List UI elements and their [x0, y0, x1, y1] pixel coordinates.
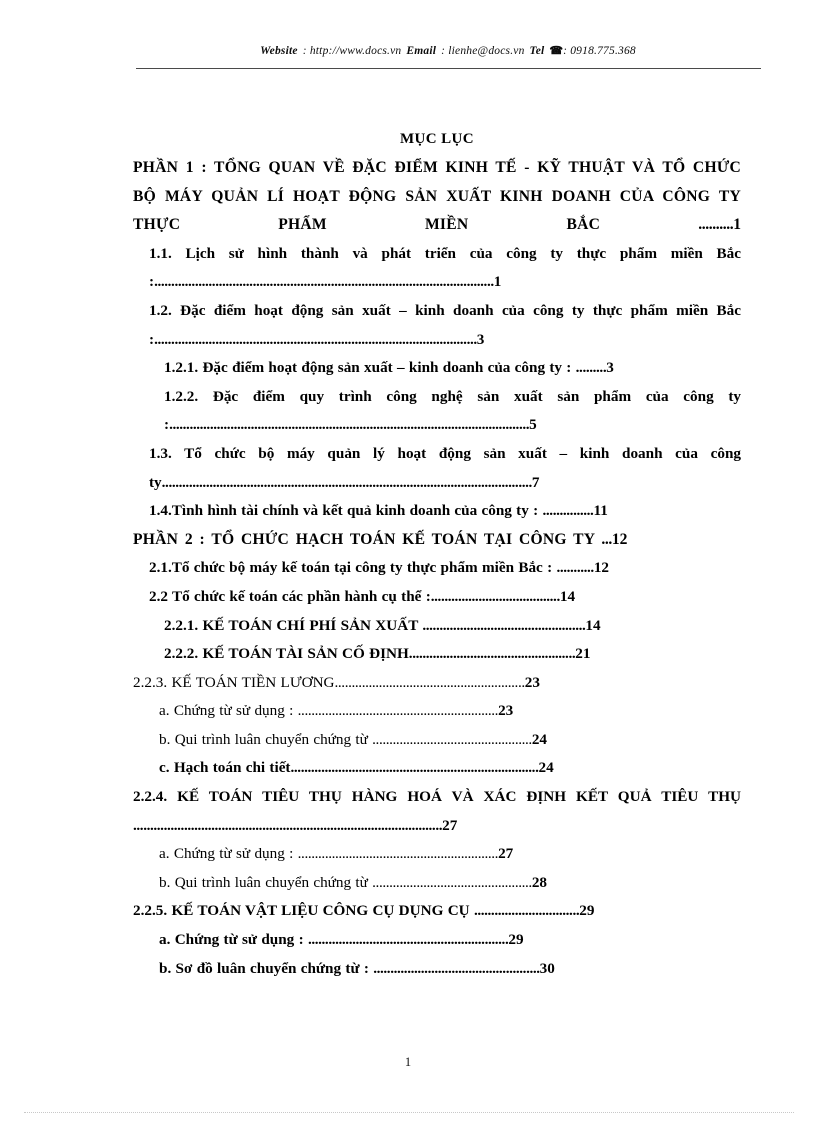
header-website-value: : http://www.docs.vn [302, 45, 402, 57]
toc-entry-2-2-3-a[interactable]: a. Chứng từ sử dụng : ...........................................................23 [159, 702, 514, 720]
toc-entry-1-2-1[interactable]: 1.2.1. Đặc điểm hoạt động sản xuất – kinh doanh của công ty : .........3 [164, 359, 614, 377]
toc-entry-2-2-5-b[interactable]: b. Sơ đồ luân chuyển chứng từ : .................................................30 [159, 959, 555, 977]
toc-entry-2-2-5-a[interactable]: a. Chứng từ sử dụng : ...........................................................29 [159, 931, 524, 949]
toc-entry-part-1[interactable]: PHẦN 1 : TỔNG QUAN VỀ ĐẶC ĐIỂM KINH TẾ - KỸ THUẬT VÀ TỔ CHỨC BỘ MÁY QUẢN LÍ HOẠT ĐỘNG SẢN XUẤT KINH DOANH CỦA CÔNG TY THỰC PHẨM MIỀN BẮC ..........1 [133, 159, 741, 234]
toc-entry-1-1[interactable]: 1.1. Lịch sử hình thành và phát triển của công ty thực phẩm miền Bắc :....................................................................................................1 [149, 244, 741, 291]
toc-entry-2-2-3-c[interactable]: c. Hạch toán chi tiết.........................................................................24 [159, 759, 554, 777]
header-tel-label: Tel [529, 45, 545, 57]
toc-entry-2-1[interactable]: 2.1.Tổ chức bộ máy kế toán tại công ty thực phẩm miền Bắc : ...........12 [149, 559, 609, 577]
toc-entry-2-2-1[interactable]: 2.2.1. KẾ TOÁN CHÍ PHÍ SẢN XUẤT ................................................14 [164, 616, 601, 634]
header-website-label: Website [260, 45, 298, 57]
toc-entry-2-2-3[interactable]: 2.2.3. KẾ TOÁN TIỀN LƯƠNG........................................................23 [133, 673, 540, 691]
toc-entry-2-2-5[interactable]: 2.2.5. KẾ TOÁN VẬT LIỆU CÔNG CỤ DỤNG CỤ ...............................29 [133, 902, 595, 920]
header-tel-value: : 0918.775.368 [563, 45, 636, 57]
table-of-contents [133, 126, 741, 983]
toc-entry-1-2[interactable]: 1.2. Đặc điểm hoạt động sản xuất – kinh doanh của công ty thực phẩm miền Bắc :...............................................................................................3 [149, 301, 741, 348]
toc-entry-1-3[interactable]: 1.3. Tổ chức bộ máy quản lý hoạt động sản xuất – kinh doanh của công ty.............................................................................................................7 [149, 444, 741, 491]
toc-entry-part-2[interactable]: PHẦN 2 : TỔ CHỨC HẠCH TOÁN KẾ TOÁN TẠI CÔNG TY ...12 [133, 530, 628, 548]
footer-divider [24, 1112, 794, 1113]
toc-entry-2-2-2[interactable]: 2.2.2. KẾ TOÁN TÀI SẢN CỐ ĐỊNH.................................................21 [164, 645, 591, 663]
toc-entry-1-2-2[interactable]: 1.2.2. Đặc điểm quy trình công nghệ sản xuất sản phẩm của công ty :..........................................................................................................5 [164, 387, 741, 434]
toc-entry-2-2-4[interactable]: 2.2.4. KẾ TOÁN TIÊU THỤ HÀNG HOÁ VÀ XÁC ĐỊNH KẾT QUẢ TIÊU THỤ ...........................................................................................27 [133, 788, 741, 834]
toc-entry-2-2-4-a[interactable]: a. Chứng từ sử dụng : ...........................................................27 [159, 845, 514, 863]
header-divider [136, 68, 761, 69]
toc-entry-2-2-3-b[interactable]: b. Qui trình luân chuyển chứng từ ...............................................24 [159, 730, 547, 748]
toc-entry-2-2-4-b[interactable]: b. Qui trình luân chuyển chứng từ ...............................................28 [159, 873, 547, 891]
page-number: 1 [404, 1055, 412, 1069]
toc-entry-2-2[interactable]: 2.2 Tổ chức kế toán các phần hành cụ thể :......................................14 [149, 587, 576, 605]
header-email-label: Email [406, 45, 437, 57]
toc-entry-1-4[interactable]: 1.4.Tình hình tài chính và kết quả kinh doanh của công ty : ...............11 [149, 502, 608, 520]
telephone-icon: ☎ [549, 45, 564, 57]
header-email-value: : lienhe@docs.vn [441, 45, 525, 57]
page-title: MỤC LỤC [399, 131, 475, 147]
page-header [135, 44, 761, 57]
